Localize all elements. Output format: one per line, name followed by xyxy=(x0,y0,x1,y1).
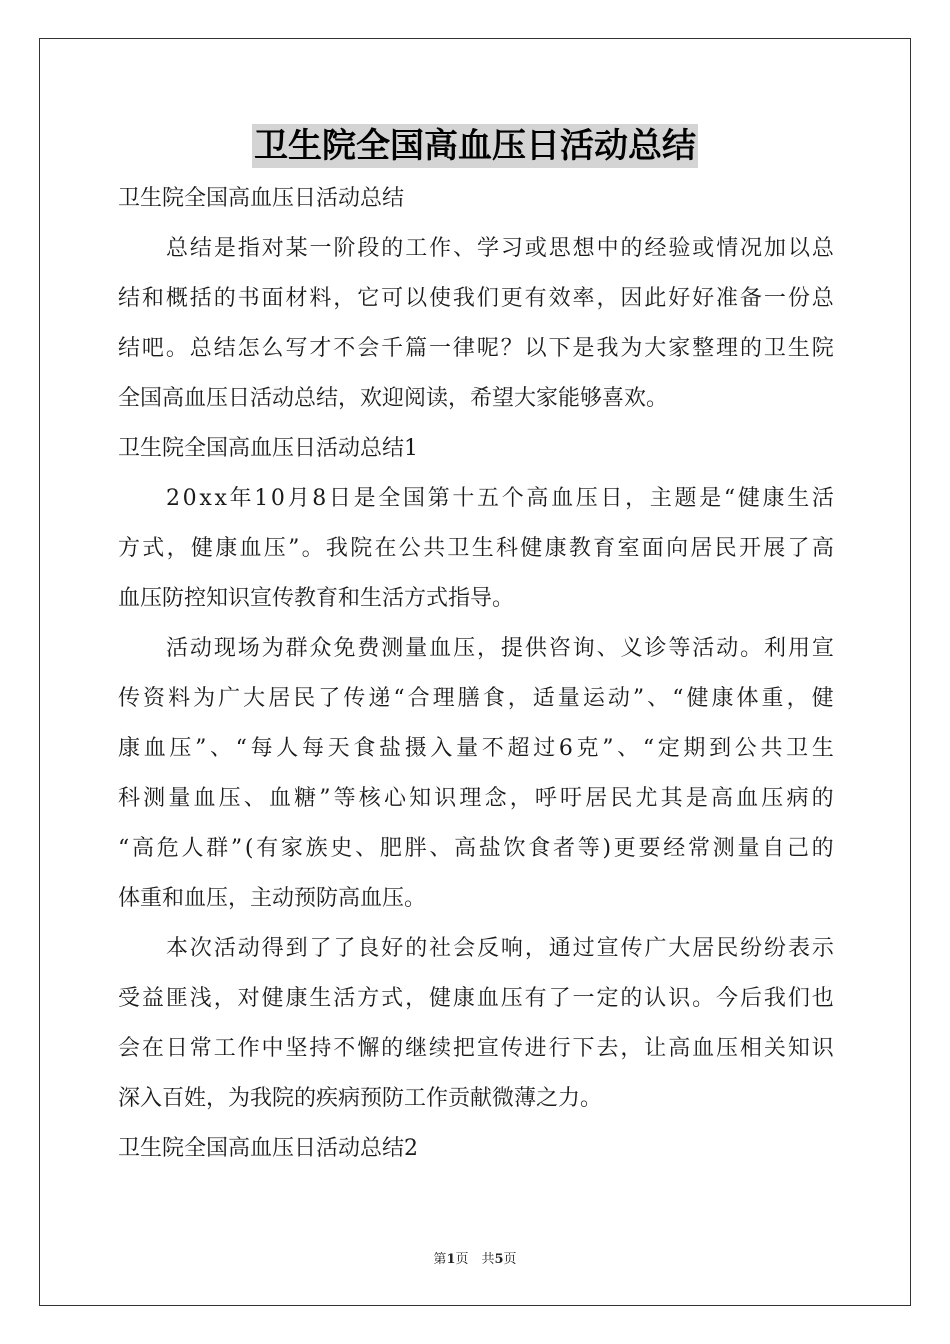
section-heading-2: 卫生院全国高血压日活动总结2 xyxy=(118,1136,418,1161)
paragraph-line: 体重和血压，主动预防高血压。 xyxy=(118,886,427,911)
section-heading-1: 卫生院全国高血压日活动总结1 xyxy=(118,436,418,461)
footer-page-suffix: 页 共 xyxy=(455,1252,495,1267)
paragraph-line: 2 0 x x 年 1 0 月 8 日 是 全 国 第 十 五 个 高 血 压 日 ， 主 题 是 “ 健 康 生 活 xyxy=(166,486,834,511)
footer-prefix: 第 xyxy=(433,1252,447,1267)
footer-page-number: 1 xyxy=(446,1252,456,1267)
title-container xyxy=(0,124,950,168)
footer-total-pages: 5 xyxy=(494,1252,504,1267)
paragraph-line: 受 益 匪 浅 ， 对 健 康 生 活 方 式 ， 健 康 血 压 有 了 一 定 的 认 识 。 今 后 我 们 也 xyxy=(118,986,834,1011)
page-border xyxy=(39,38,911,1306)
document-title: 卫生院全国高血压日活动总结 xyxy=(254,126,696,166)
subtitle-line: 卫生院全国高血压日活动总结 xyxy=(118,186,405,211)
paragraph-line: 全国高血压日活动总结，欢迎阅读，希望大家能够喜欢。 xyxy=(118,386,669,411)
paragraph-line: 本 次 活 动 得 到 了 了 良 好 的 社 会 反 响 ， 通 过 宣 传 广 大 居 民 纷 纷 表 示 xyxy=(166,936,834,961)
paragraph-line: 结 吧 。 总 结 怎 么 写 才 不 会 千 篇 一 律 呢 ？ 以 下 是 我 为 大 家 整 理 的 卫 生 院 xyxy=(118,336,834,361)
paragraph-line: 会 在 日 常 工 作 中 坚 持 不 懈 的 继 续 把 宣 传 进 行 下 去 ， 让 高 血 压 相 关 知 识 xyxy=(118,1036,834,1061)
paragraph-line: 康 血 压 ” 、 “ 每 人 每 天 食 盐 摄 入 量 不 超 过 6 克 ” 、 “ 定 期 到 公 共 卫 生 xyxy=(118,736,834,761)
page-footer xyxy=(0,1248,950,1267)
paragraph-line: 深入百姓，为我院的疾病预防工作贡献微薄之力。 xyxy=(118,1086,603,1111)
paragraph-line: 科 测 量 血 压 、 血 糖 ” 等 核 心 知 识 理 念 ， 呼 吁 居 民 尤 其 是 高 血 压 病 的 xyxy=(118,786,834,811)
paragraph-line: 传 资 料 为 广 大 居 民 了 传 递 “ 合 理 膳 食 ， 适 量 运 动 ” 、 “ 健 康 体 重 ， 健 xyxy=(118,686,834,711)
paragraph-line: 血压防控知识宣传教育和生活方式指导。 xyxy=(118,586,515,611)
paragraph-line: 活 动 现 场 为 群 众 免 费 测 量 血 压 ， 提 供 咨 询 、 义 诊 等 活 动 。 利 用 宣 xyxy=(166,636,834,661)
footer-total-suffix: 页 xyxy=(503,1252,517,1267)
paragraph-line: “ 高 危 人 群 ” ( 有 家 族 史 、 肥 胖 、 高 盐 饮 食 者 等 ) 更 要 经 常 测 量 自 己 的 xyxy=(118,836,834,861)
paragraph-line: 方 式 ， 健 康 血 压 ” 。 我 院 在 公 共 卫 生 科 健 康 教 育 室 面 向 居 民 开 展 了 高 xyxy=(118,536,834,561)
paragraph-line: 总 结 是 指 对 某 一 阶 段 的 工 作 、 学 习 或 思 想 中 的 经 验 或 情 况 加 以 总 xyxy=(166,236,834,261)
paragraph-line: 结 和 概 括 的 书 面 材 料 ， 它 可 以 使 我 们 更 有 效 率 ， 因 此 好 好 准 备 一 份 总 xyxy=(118,286,834,311)
